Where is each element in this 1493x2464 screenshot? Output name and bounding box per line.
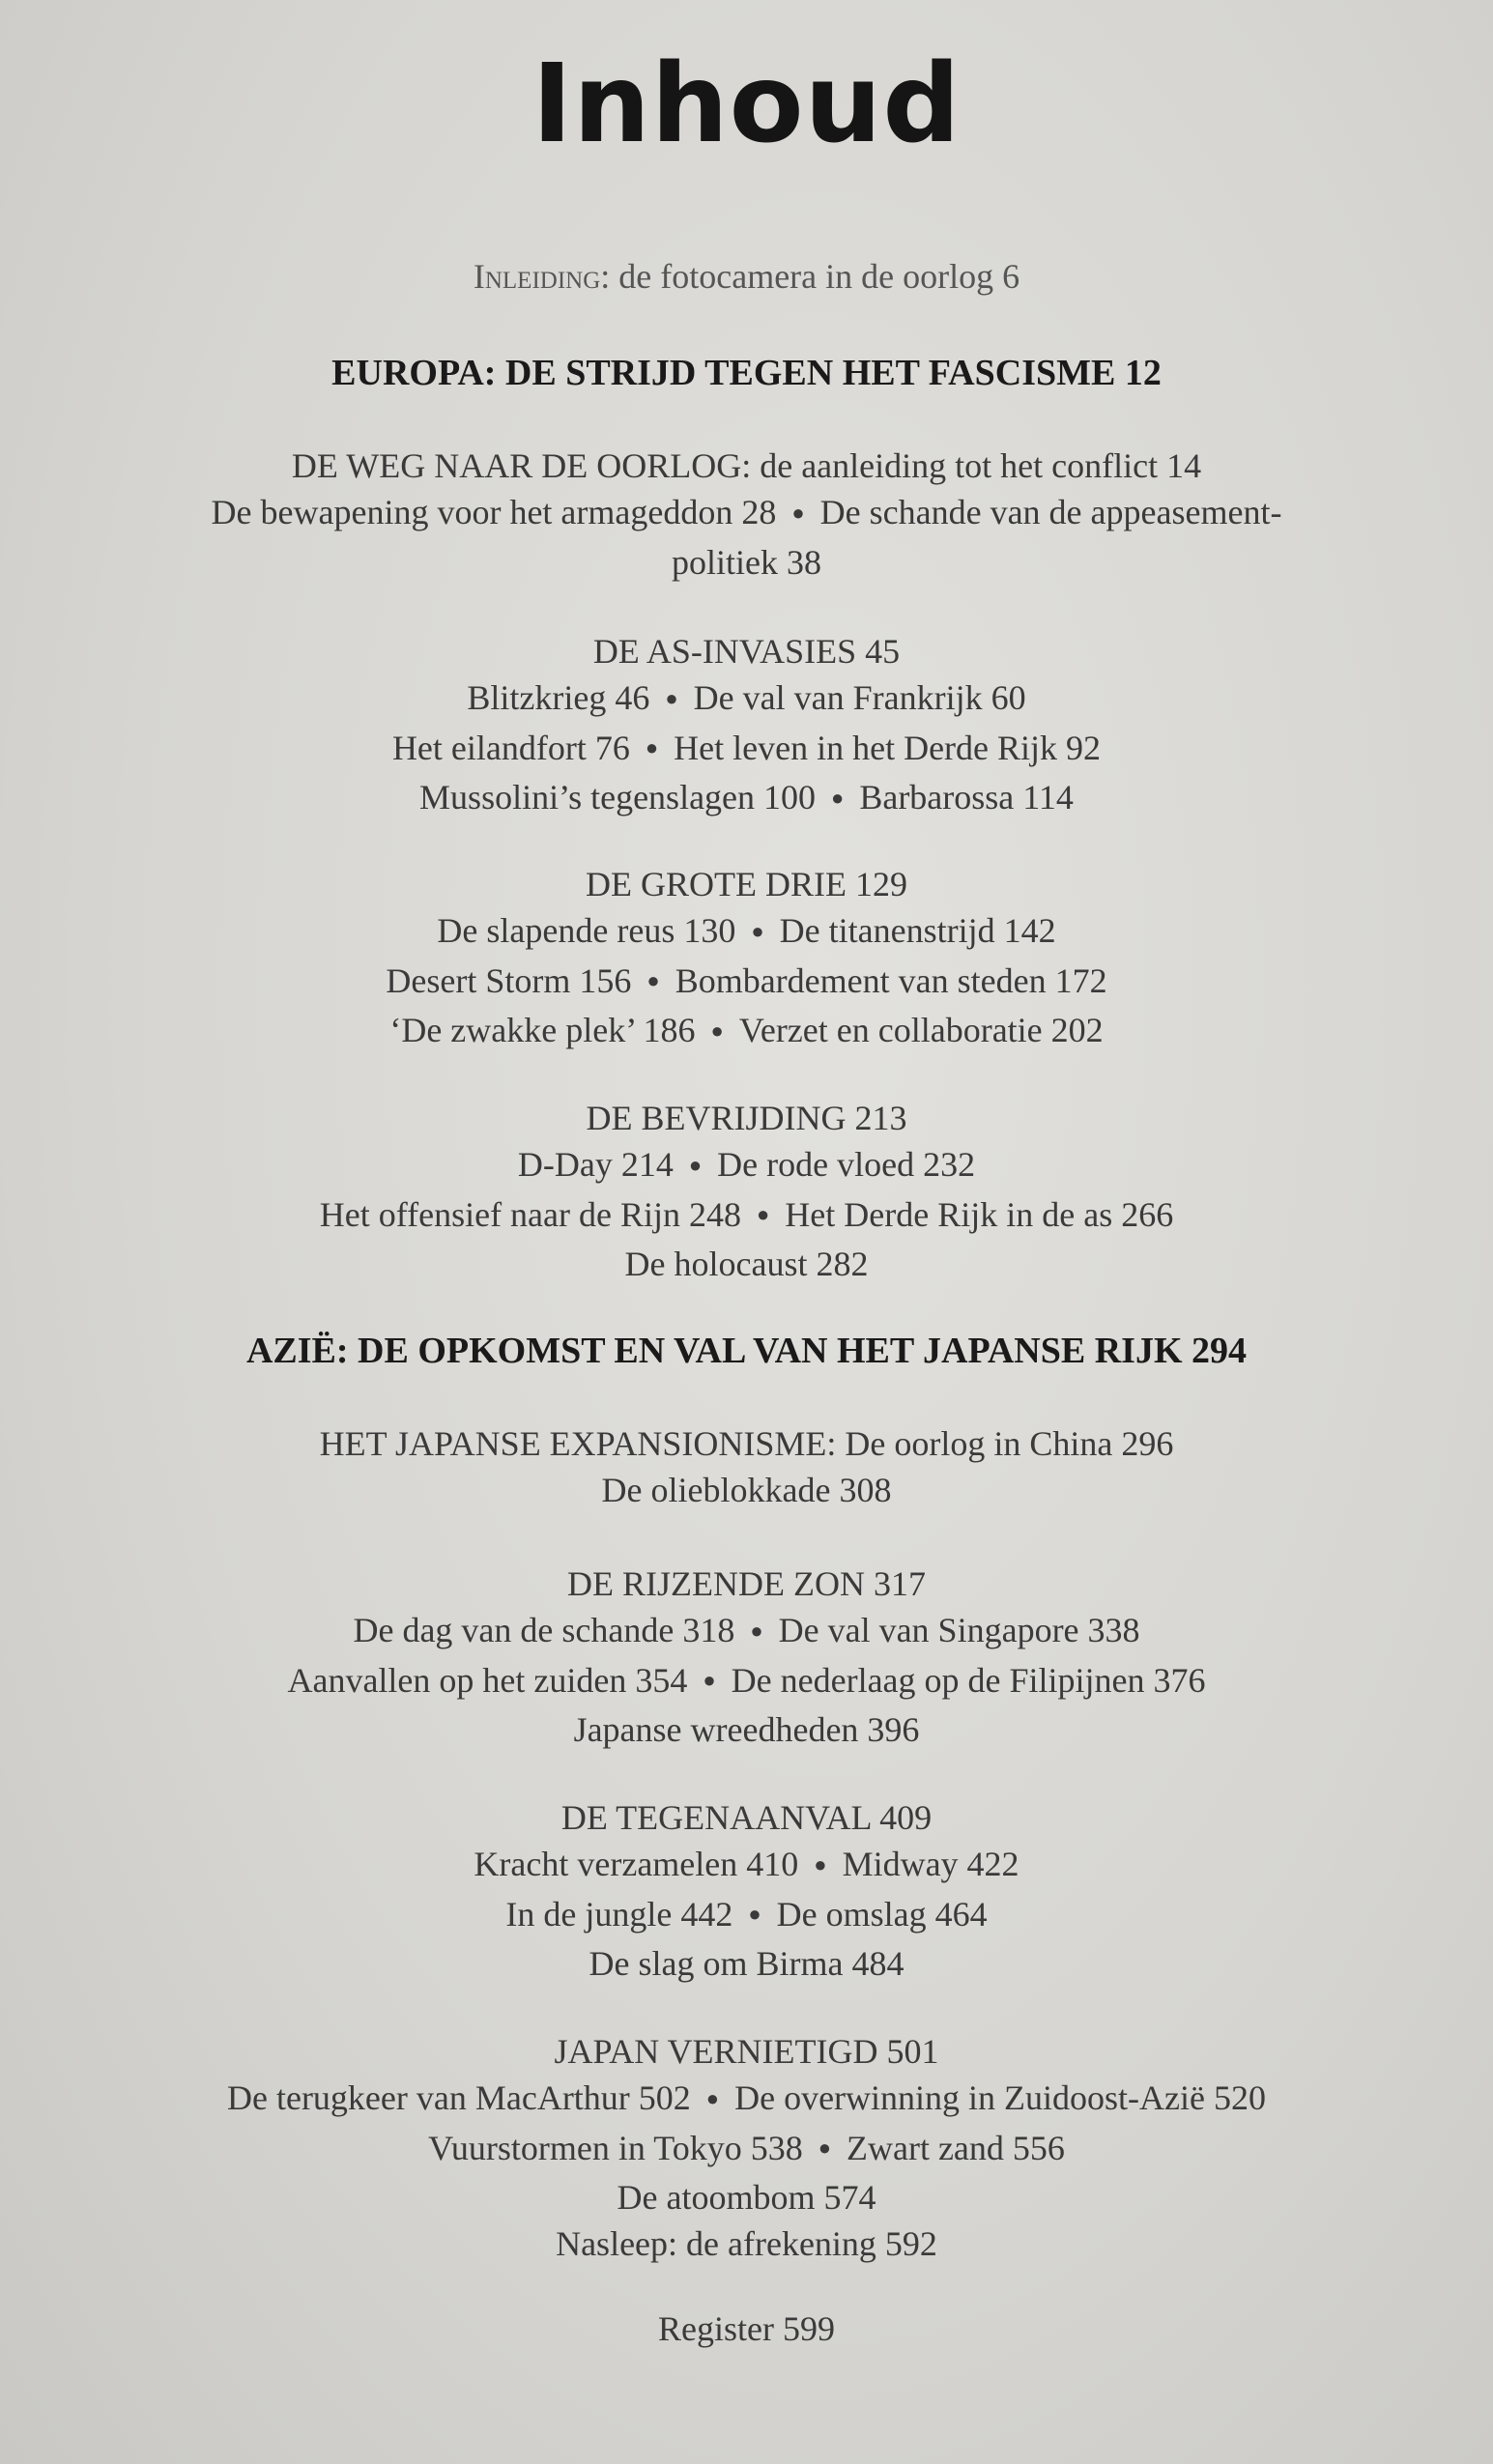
part-heading: DE TEGENAANVAL 409 (560, 1798, 933, 1837)
bullet-separator-icon: ● (757, 1202, 770, 1227)
toc-entry: De schande van de appeasement- (819, 493, 1282, 531)
part-heading: JAPAN VERNIETIGD 501 (554, 2032, 939, 2071)
intro-entry (0, 259, 1493, 294)
bullet-separator-icon: ● (750, 1618, 763, 1643)
toc-entry: Het leven in het Derde Rijk 92 (674, 728, 1102, 767)
toc-entry: De overwinning in Zuidoost-Azië 520 (734, 2078, 1266, 2117)
toc-line (0, 774, 1493, 824)
toc-entry: Mussolini’s tegenslagen 100 (419, 778, 817, 817)
toc-entry: Japanse wreedheden 396 (573, 1710, 920, 1750)
part-heading: DE RIJZENDE ZON 317 (567, 1564, 926, 1603)
part-japan-destroyed (0, 2028, 1493, 2267)
toc-line (0, 1607, 1493, 1657)
part-heading: HET JAPANSE EXPANSIONISME: De oorlog in China 296 (319, 1424, 1174, 1463)
bullet-separator-icon: ● (831, 786, 845, 811)
toc-entry: Nasleep: de afrekening 592 (556, 2224, 937, 2264)
toc-entry: De slag om Birma 484 (589, 1944, 904, 1984)
toc-entry: De holocaust 282 (624, 1245, 869, 1284)
toc-entry: De atoombom 574 (617, 2178, 876, 2218)
toc-entry: Het eilandfort 76 (391, 728, 630, 767)
toc-entry: Blitzkrieg 46 (467, 678, 650, 717)
part-heading: DE GROTE DRIE 129 (586, 865, 907, 903)
toc-entry: De terugkeer van MacArthur 502 (226, 2078, 691, 2117)
toc-line (0, 1891, 1493, 1941)
toc-entry: De dag van de schande 318 (353, 1611, 735, 1649)
toc-line (0, 539, 1493, 586)
part-heading: DE BEVRIJDING 213 (586, 1099, 907, 1137)
toc-entry: In de jungle 442 (505, 1894, 733, 1934)
toc-line (0, 1657, 1493, 1707)
toc-entry: politiek 38 (672, 542, 821, 582)
toc-line (0, 1007, 1493, 1057)
toc-entry: De val van Frankrijk 60 (693, 678, 1026, 717)
toc-entry: Zwart zand 556 (847, 2128, 1065, 2167)
section-heading-europe: EUROPA: DE STRIJD TEGEN HET FASCISME 12 (331, 353, 1162, 393)
bullet-separator-icon: ● (710, 1018, 724, 1044)
toc-line (0, 674, 1493, 725)
toc-entry: De olieblokkade 308 (601, 1471, 892, 1509)
toc-line (0, 725, 1493, 775)
toc-entry: Midway 422 (842, 1845, 1019, 1883)
toc-line (0, 907, 1493, 958)
part-heading: DE WEG NAAR DE OORLOG: de aanleiding tot het conflict 14 (291, 446, 1202, 485)
toc-entry: Het offensief naar de Rijn 248 (319, 1194, 741, 1234)
section-heading-asia: AZIË: DE OPKOMST EN VAL VAN HET JAPANSE RIJK 294 (245, 1331, 1248, 1371)
intro-text: : de fotocamera in de oorlog 6 (600, 257, 1020, 296)
toc-entry: Barbarossa 114 (859, 778, 1074, 817)
toc-entry: ‘De zwakke plek’ 186 (389, 1011, 696, 1050)
bullet-separator-icon: ● (705, 2085, 720, 2110)
part-axis-invasions (0, 628, 1493, 824)
toc-entry: Bombardement van steden 172 (675, 960, 1107, 1000)
bullet-separator-icon: ● (665, 685, 678, 710)
bullet-separator-icon: ● (751, 918, 764, 943)
toc-entry: Kracht verzamelen 410 (474, 1845, 799, 1883)
toc-line (0, 958, 1493, 1008)
toc-line (0, 2075, 1493, 2125)
toc-entry: De nederlaag op de Filipijnen 376 (731, 1660, 1206, 1700)
toc-line (0, 1706, 1493, 1753)
bullet-separator-icon: ● (748, 1902, 761, 1927)
intro-label: Inleiding (473, 257, 601, 296)
toc-line (0, 1467, 1493, 1513)
toc-line (0, 1940, 1493, 1987)
toc-entry: Verzet en collaboratie 202 (738, 1011, 1104, 1050)
toc-entry: Vuurstormen in Tokyo 538 (428, 2128, 803, 2167)
bullet-separator-icon: ● (645, 735, 659, 760)
toc-line (0, 2220, 1493, 2267)
bullet-separator-icon: ● (814, 1851, 827, 1877)
bullet-separator-icon: ● (646, 968, 660, 993)
toc-line (0, 1191, 1493, 1242)
toc-entry: Desert Storm 156 (386, 960, 632, 1000)
toc-line (0, 2174, 1493, 2220)
toc-entry: De titanenstrijd 142 (779, 911, 1056, 950)
part-counterattack (0, 1794, 1493, 1987)
toc-entry: Aanvallen op het zuiden 354 (287, 1660, 688, 1700)
toc-entry: De bewapening voor het armageddon 28 (211, 493, 777, 531)
toc-entry: Het Derde Rijk in de as 266 (785, 1194, 1174, 1234)
toc-entry: De val van Singapore 338 (778, 1611, 1140, 1649)
toc-line (0, 1141, 1493, 1191)
page-title: Inhoud (531, 42, 962, 167)
toc-line (0, 2125, 1493, 2175)
part-rising-sun (0, 1561, 1493, 1753)
part-japanese-expansion (0, 1420, 1493, 1513)
part-liberation (0, 1095, 1493, 1287)
part-heading: DE AS-INVASIES 45 (592, 632, 901, 671)
toc-line (0, 489, 1493, 539)
bullet-separator-icon: ● (688, 1152, 703, 1177)
bullet-separator-icon: ● (791, 500, 805, 525)
bullet-separator-icon: ● (818, 2135, 831, 2161)
part-war-road (0, 443, 1493, 586)
part-big-three (0, 861, 1493, 1057)
toc-line (0, 1241, 1493, 1287)
toc-entry: De rode vloed 232 (717, 1145, 976, 1184)
toc-entry: De omslag 464 (776, 1894, 988, 1934)
bullet-separator-icon: ● (703, 1668, 716, 1693)
register-entry: Register 599 (658, 2309, 835, 2348)
toc-line (0, 1841, 1493, 1891)
toc-entry: De slapende reus 130 (437, 911, 736, 950)
toc-entry: D-Day 214 (517, 1145, 674, 1184)
